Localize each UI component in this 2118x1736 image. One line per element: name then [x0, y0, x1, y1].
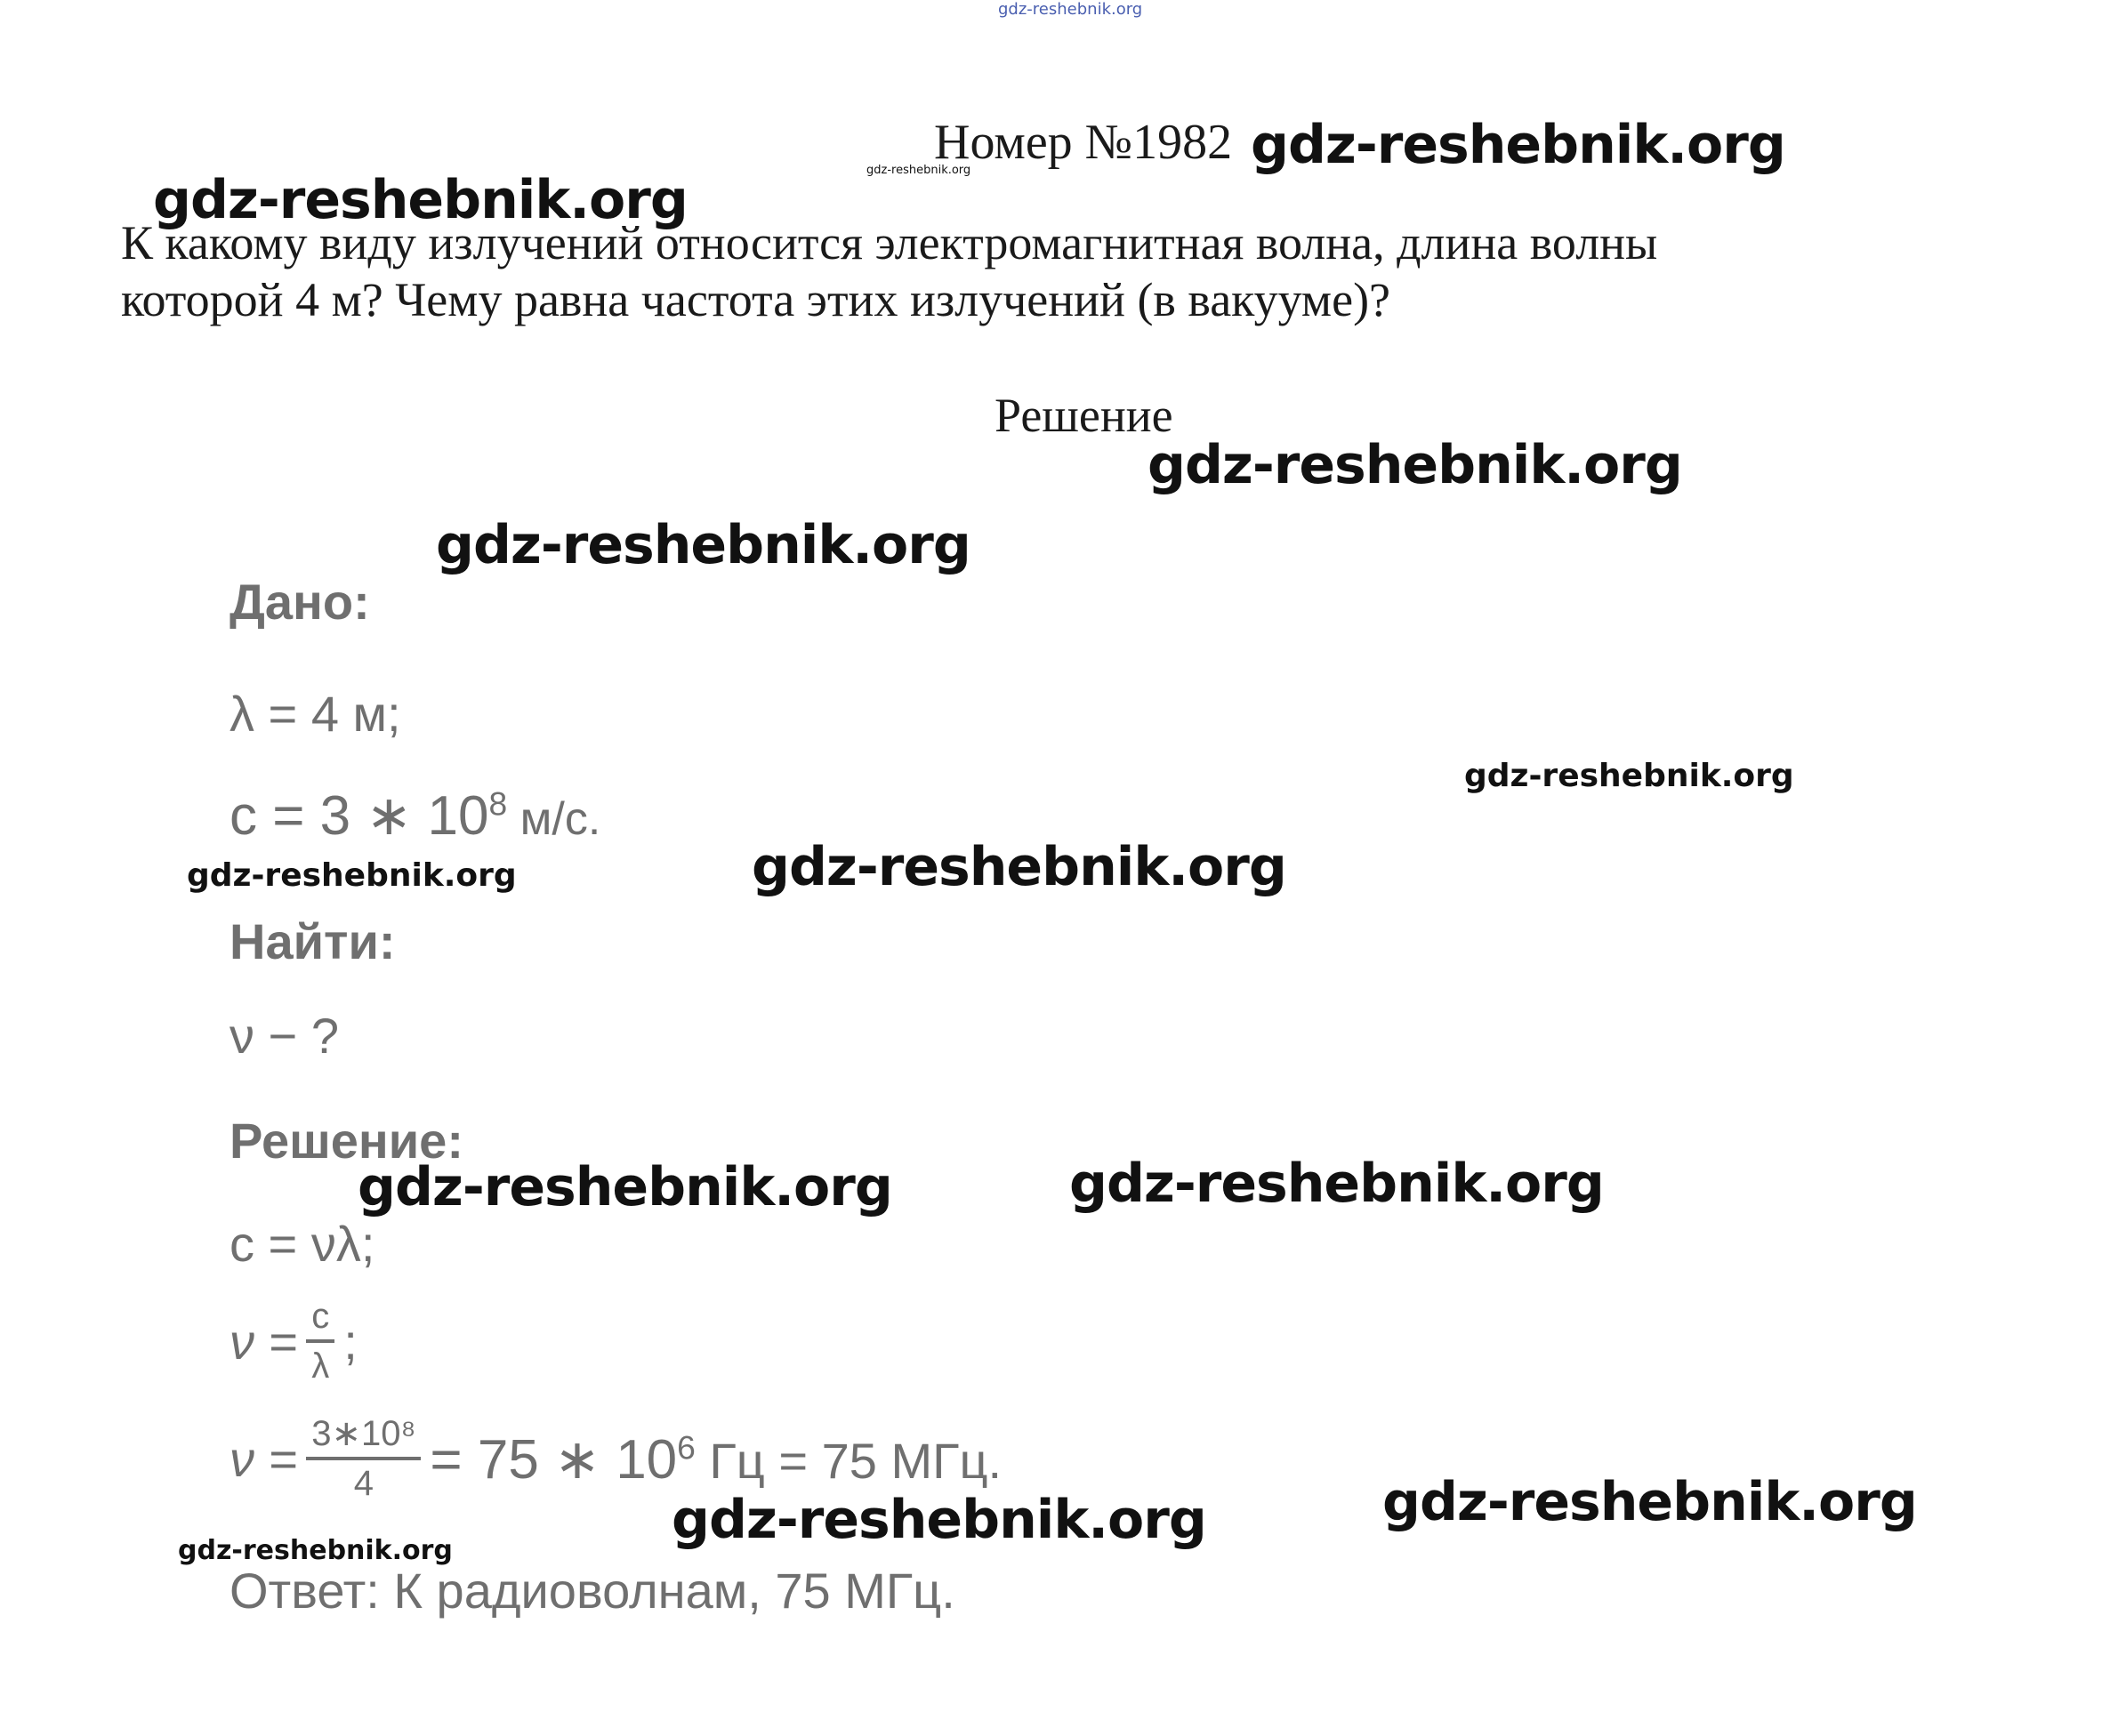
- formula-calculation-lhs: ν =: [230, 1430, 298, 1487]
- watermark-under-heading: gdz-reshebnik.org: [1148, 434, 1682, 496]
- given-c-base: c = 3 ∗ 10: [230, 785, 489, 847]
- formula-frequency-end: ;: [343, 1313, 358, 1370]
- given-speed-of-light: [230, 783, 600, 848]
- answer: Ответ: К радиоволнам, 75 МГц.: [230, 1563, 955, 1619]
- watermark-above-given: gdz-reshebnik.org: [436, 514, 970, 576]
- find-value: ν − ?: [230, 1008, 339, 1064]
- formula-calculation-rhs: [430, 1427, 1002, 1491]
- watermark-tiny: gdz-reshebnik.org: [866, 164, 971, 177]
- formula-wave-equation: c = νλ;: [230, 1216, 375, 1272]
- formula-frequency-numerator: c: [311, 1297, 330, 1336]
- solution-heading: Решение: [995, 389, 1173, 442]
- formula-calculation-numerator: 3∗10⁸: [311, 1414, 416, 1453]
- watermark-header: gdz-reshebnik.org: [1251, 114, 1785, 176]
- watermark-left-top: gdz-reshebnik.org: [153, 169, 688, 231]
- problem-text-line-2: которой 4 м? Чему равна частота этих излучений (в вакууме)?: [121, 273, 1391, 326]
- watermark-top: gdz-reshebnik.org: [998, 0, 1143, 19]
- watermark-left-lower: gdz-reshebnik.org: [358, 1156, 892, 1218]
- formula-calculation-rhs-exponent: 6: [677, 1427, 696, 1466]
- given-c-unit: м/с.: [507, 793, 601, 845]
- watermark-right-mid: gdz-reshebnik.org: [1464, 758, 1794, 794]
- solution-label: Решение:: [230, 1113, 463, 1169]
- problem-number: Номер №1982: [934, 115, 1233, 170]
- given-lambda: λ = 4 м;: [230, 686, 401, 742]
- formula-frequency-denominator: λ: [306, 1339, 334, 1384]
- given-c-exponent: 8: [488, 784, 508, 823]
- watermark-right-lower: gdz-reshebnik.org: [1069, 1153, 1604, 1215]
- watermark-center-bottom: gdz-reshebnik.org: [672, 1489, 1206, 1551]
- formula-frequency: [230, 1298, 358, 1384]
- formula-frequency-fraction: [306, 1298, 334, 1384]
- formula-frequency-lhs: ν =: [230, 1313, 298, 1370]
- formula-calculation-fraction: [306, 1416, 421, 1501]
- formula-calculation-rhs-base: = 75 ∗ 10: [430, 1428, 678, 1491]
- find-label: Найти:: [230, 913, 396, 969]
- watermark-center-mid: gdz-reshebnik.org: [752, 836, 1286, 898]
- given-label: Дано:: [230, 574, 370, 630]
- formula-calculation-rhs-end: Гц = 75 МГц.: [695, 1432, 1003, 1489]
- watermark-left-mid: gdz-reshebnik.org: [187, 857, 517, 894]
- watermark-right-bottom: gdz-reshebnik.org: [1382, 1471, 1917, 1533]
- formula-calculation-denominator: 4: [306, 1457, 421, 1501]
- watermark-left-bottom-small: gdz-reshebnik.org: [178, 1535, 453, 1566]
- problem-text-line-1: К какому виду излучений относится электромагнитная волна, длина волны: [121, 216, 1658, 269]
